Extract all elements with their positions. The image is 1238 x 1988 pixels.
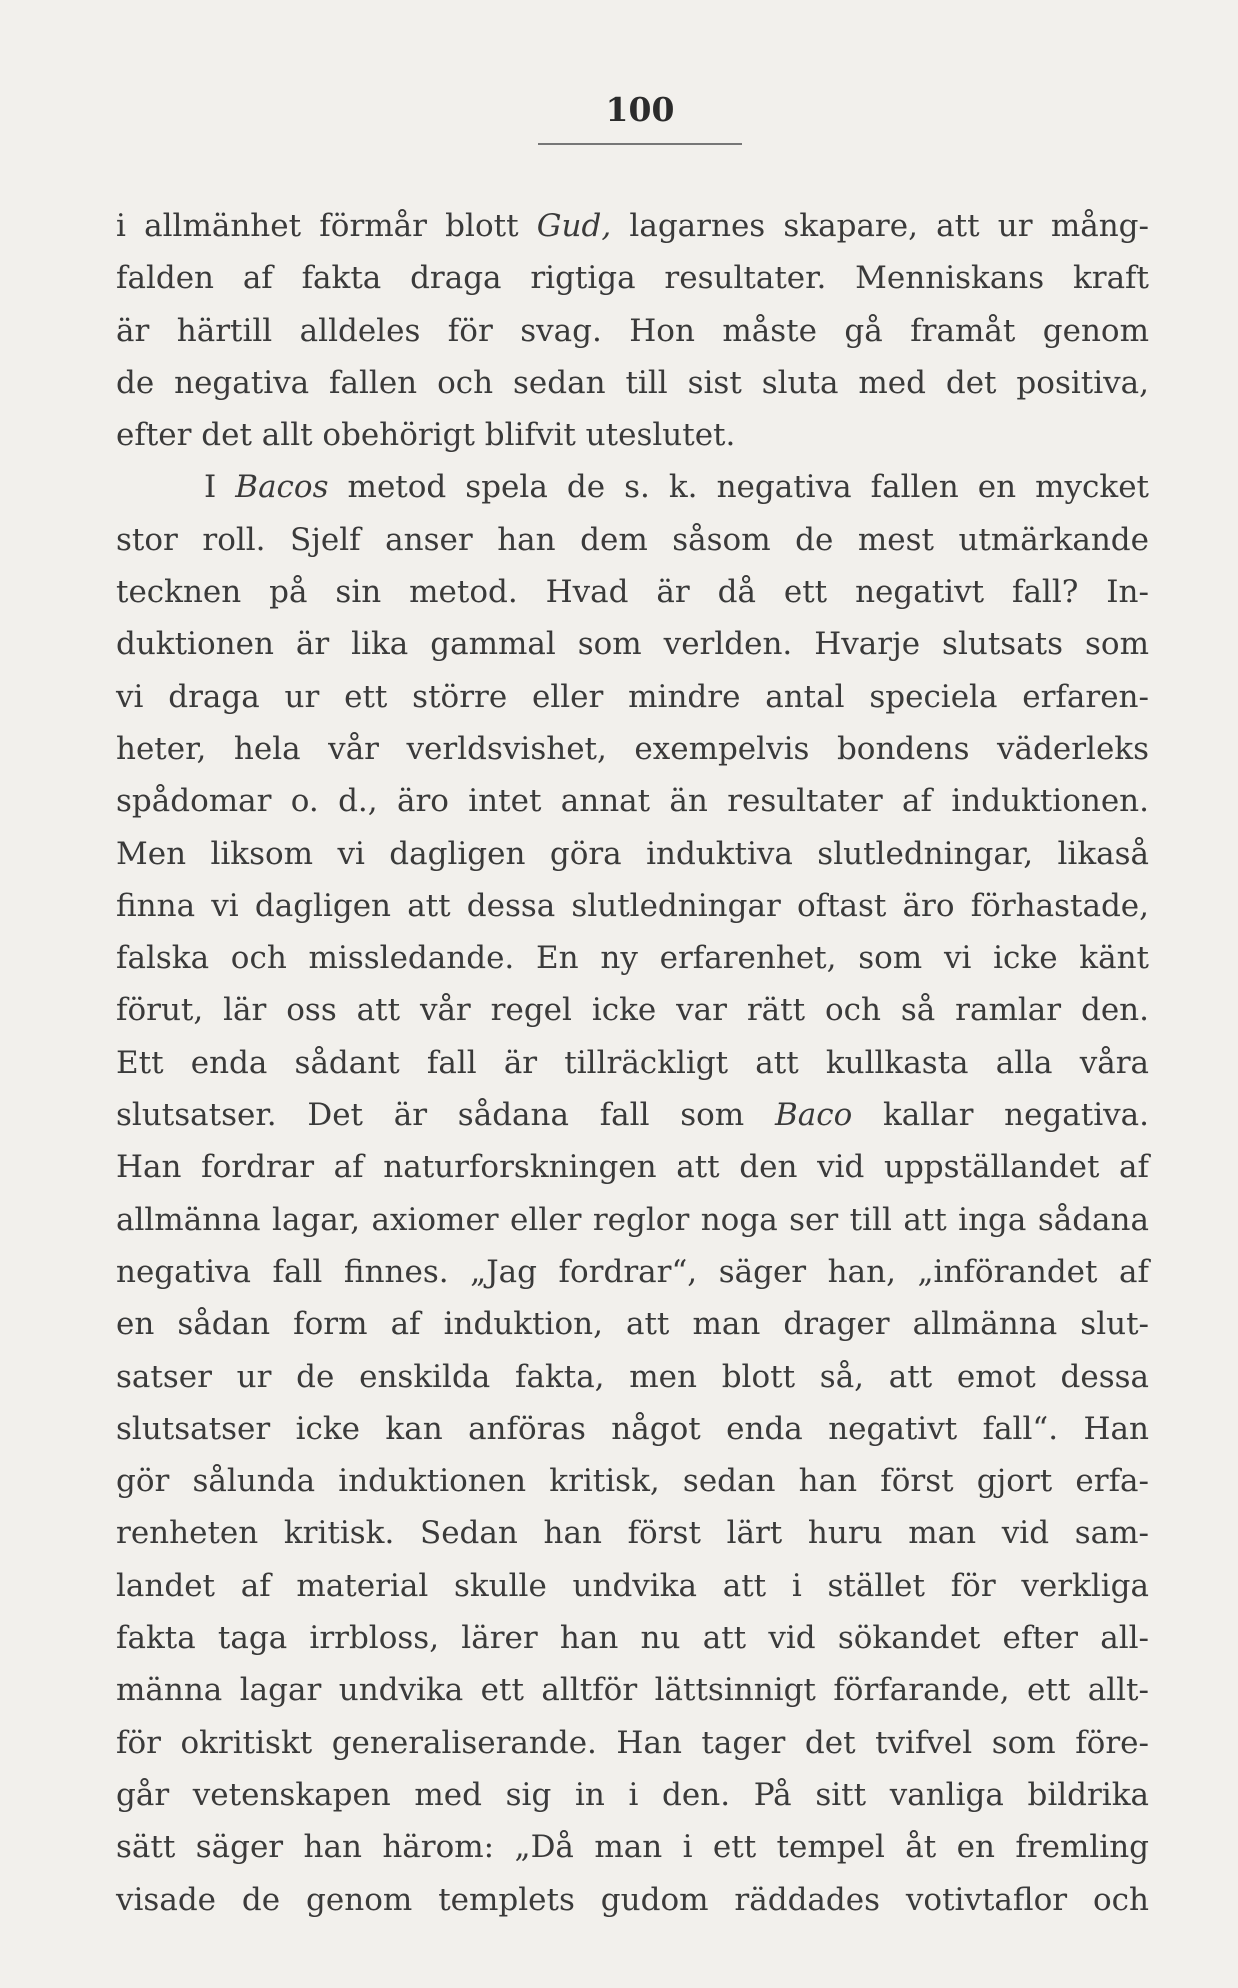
text-line: vi draga ur ett större eller mindre antal speciela erfaren- xyxy=(116,678,1149,715)
text-line: tecknen på sin metod. Hvad är då ett negativt fall? In- xyxy=(116,574,1149,611)
header-rule xyxy=(538,143,742,145)
text-line: en sådan form af induktion, att man drager allmänna slut- xyxy=(116,1306,1149,1343)
text-line: satser ur de enskilda fakta, men blott så, att emot dessa xyxy=(116,1358,1149,1395)
text-line: slutsatser. Det är sådana fall som Baco kallar negativa. xyxy=(116,1097,1149,1134)
text-line: för okritiskt generaliserande. Han tager det tvifvel som före- xyxy=(116,1724,1149,1761)
text-line: fakta taga irrbloss, lärer han nu att vid sökandet efter all- xyxy=(116,1620,1149,1657)
text-line: negativa fall finnes. „Jag fordrar“, säger han, „införandet af xyxy=(116,1253,1149,1290)
text-line: efter det allt obehörigt blifvit uteslutet. xyxy=(116,417,736,454)
page-number: 100 xyxy=(605,90,675,129)
text-line: spådomar o. d., äro intet annat än resultater af induktionen. xyxy=(116,783,1149,820)
text-line: Han fordrar af naturforskningen att den vid uppställandet af xyxy=(116,1149,1149,1186)
text-line: männa lagar undvika ett alltför lättsinnigt förfarande, ett allt- xyxy=(116,1672,1149,1709)
text-line: i allmänhet förmår blott Gud, lagarnes skapare, att ur mång- xyxy=(116,208,1149,244)
text-line: allmänna lagar, axiomer eller reglor noga ser till att inga sådana xyxy=(116,1201,1149,1238)
text-line: går vetenskapen med sig in i den. På sitt vanliga bildrika xyxy=(116,1776,1149,1813)
text-line: Ett enda sådant fall är tillräckligt att kullkasta alla våra xyxy=(116,1044,1149,1081)
text-line: falska och missledande. En ny erfarenhet, som vi icke känt xyxy=(116,940,1149,977)
text-line: de negativa fallen och sedan till sist sluta med det positiva, xyxy=(116,364,1149,401)
text-line: finna vi dagligen att dessa slutledningar oftast äro förhastade, xyxy=(116,887,1149,924)
text-line: gör sålunda induktionen kritisk, sedan han först gjort erfa- xyxy=(116,1463,1149,1500)
text-line: duktionen är lika gammal som verlden. Hvarje slutsats som xyxy=(116,626,1149,663)
text-line: landet af material skulle undvika att i stället för verkliga xyxy=(116,1567,1149,1604)
text-line: är härtill alldeles för svag. Hon måste gå framåt genom xyxy=(116,312,1149,349)
text-line: I Bacos metod spela de s. k. negativa fallen en mycket xyxy=(204,469,1149,506)
text-line: renheten kritisk. Sedan han först lärt huru man vid sam- xyxy=(116,1515,1149,1552)
text-line: stor roll. Sjelf anser han dem såsom de mest utmärkande xyxy=(116,521,1149,558)
body-text xyxy=(116,200,1149,1926)
text-line: sätt säger han härom: „Då man i ett tempel åt en fremling xyxy=(116,1829,1149,1866)
text-line: förut, lär oss att vår regel icke var rätt och så ramlar den. xyxy=(116,992,1149,1029)
text-line: Men liksom vi dagligen göra induktiva slutledningar, likaså xyxy=(116,835,1149,872)
text-line: heter, hela vår verldsvishet, exempelvis bondens väderleks xyxy=(116,730,1149,767)
text-line: slutsatser icke kan anföras något enda negativt fall“. Han xyxy=(116,1410,1149,1447)
text-line: falden af fakta draga rigtiga resultater. Menniskans kraft xyxy=(116,260,1149,297)
text-line: visade de genom templets gudom räddades votivtaflor och xyxy=(116,1881,1149,1918)
